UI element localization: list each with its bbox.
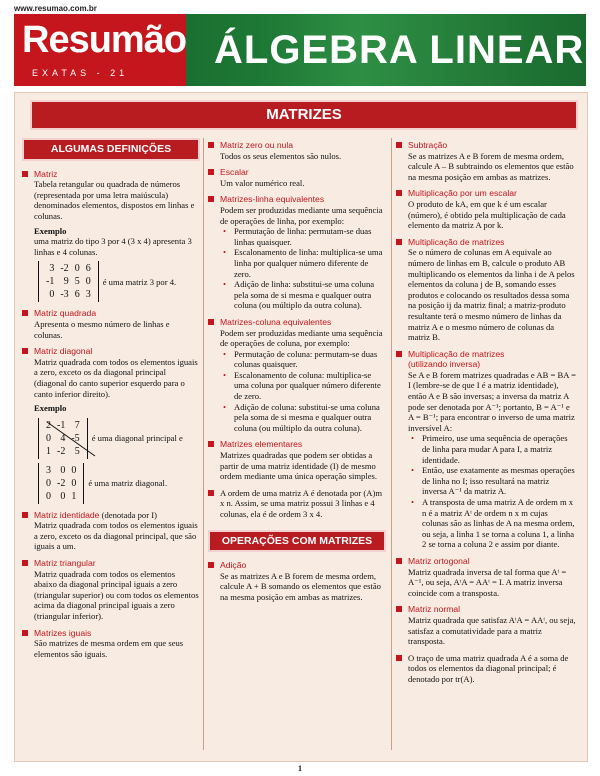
matrix-cell: 6 — [85, 263, 91, 275]
matrix-cell: 5 — [74, 276, 80, 288]
def-title-note: (utilizando inversa) — [408, 359, 481, 370]
def-title: Escalar — [220, 167, 249, 178]
matrix-cell: -3 — [60, 289, 69, 301]
def-title: Matriz quadrada — [34, 308, 97, 319]
def-text: Apresenta o mesmo número de linhas e colunas. — [34, 318, 170, 340]
list-item: • Adição de coluna: substitui-se uma coluna pela soma de si mesma e qualquer outra coluna (ou múltiplo da outra coluna). — [230, 402, 386, 434]
column-3 — [396, 140, 576, 691]
column-2 — [208, 140, 386, 609]
list-item: • Escalonamento de coluna: multiplica-se uma coluna por qualquer número diferente de zero. — [230, 370, 386, 402]
matrix-example — [38, 261, 200, 302]
def-escalar — [208, 167, 386, 188]
list-item: • Primeiro, use uma sequência de operações de linha para mudar A para I, a matriz identidade. — [418, 433, 576, 465]
op-mult-inversa — [396, 349, 576, 550]
page-title: ÁLGEBRA LINEAR — [214, 28, 585, 72]
def-text: Matriz quadrada que satisfaz AᵗA = AAᵗ, ou seja, satisfaz a comutatividade para a matriz transposta. — [408, 614, 576, 647]
def-title: Matrizes-linha equivalentes — [220, 194, 325, 205]
matrix-example — [38, 463, 200, 504]
matrix-cell: 6 — [74, 289, 80, 301]
def-title: Matriz zero ou nula — [220, 140, 294, 150]
def-text: O produto de kA, em que k é um escalar (número), é obtido pela multiplicação de cada elemento da matriz A por k. — [408, 198, 566, 231]
def-text: Matriz quadrada inversa de tal forma que Aᵗ = A⁻¹, ou seja, AᵗA = AAᵗ = I. A matriz inversa coincide com a transposta. — [408, 566, 567, 598]
def-matriz-identidade — [22, 510, 200, 552]
column-divider — [391, 138, 392, 750]
def-text: A ordem de uma matriz A é denotada por (A)m x n. Assim, se uma matriz possui 3 linhas e 4 colunas, ela é de ordem 3 x 4. — [220, 487, 383, 519]
def-text: Se o número de colunas em A equivale ao número de linhas em B, calcule o produto AB multiplicando os elementos da linha i de A pelos elementos da coluna j de B, somando esses produtos e colocando os resultados dessa soma na posição ij da matriz final; a matriz-produto resultante terá o mesmo número de linhas da matriz A e o mesmo número de colunas da matriz B. — [408, 247, 575, 343]
matrix-cell: 1 — [71, 490, 77, 502]
page-number: 1 — [298, 764, 302, 773]
matrix-cell: 4 — [60, 432, 66, 444]
def-matrizes-coluna — [208, 317, 386, 434]
operations-header: OPERAÇÕES COM MATRIZES — [208, 530, 386, 553]
matrix — [38, 261, 99, 302]
page-header — [14, 14, 586, 86]
matrix-cell: -1 — [57, 419, 66, 431]
brand-logo — [14, 14, 186, 86]
def-matriz-normal — [396, 604, 576, 646]
def-text: O traço de uma matriz quadrada A é a soma de todos os elementos da diagonal principal; é denotado por tr(A). — [408, 652, 569, 684]
def-traco — [396, 653, 576, 685]
example-text: uma matriz do tipo 3 por 4 (3 x 4) apresenta 3 linhas e 4 colunas. — [34, 236, 192, 257]
matrix-cell: 0 — [60, 490, 66, 502]
def-text: Se A e B forem matrizes quadradas e AB = BA = I (lembre-se de que I é a matriz identidade), então A e B são inversas; a inversa da matriz A pode ser denotada por A⁻¹; portanto, B = A⁻¹ e A = B⁻¹; para encontrar o inverso de uma matriz inversível A: — [408, 369, 576, 433]
matrix-note: é uma matriz 3 por 4. — [102, 276, 177, 287]
diagonal-stroke — [45, 420, 97, 458]
matrix-cell: -2 — [57, 445, 66, 457]
matrix-cell: 0 — [71, 477, 77, 489]
list-item: • A transposta de uma matriz A de ordem m x n é a matriz Aᵗ de ordem n x m cujas colunas são as linhas de A na mesma ordem, ou seja, a linha 1 se torna a coluna 1, a linha 2 se torna a coluna 2 e assim por diante. — [418, 497, 576, 550]
def-matriz-triangular — [22, 558, 200, 622]
def-text: Um valor numérico real. — [220, 177, 305, 188]
def-text: Tabela retangular ou quadrada de números (representada por uma letra maiúscula) denominados elementos, dispostos em linhas e colunas. — [34, 179, 195, 221]
def-text: Podem ser produzidas mediante uma sequência de operações de coluna, por exemplo: — [220, 327, 383, 349]
matrix-cell: 9 — [63, 276, 69, 288]
matrix-cell: 0 — [60, 464, 66, 476]
def-matriz-quadrada — [22, 308, 200, 340]
def-title: Matriz — [34, 168, 58, 179]
def-title: Matrizes elementares — [220, 439, 303, 450]
matrix — [38, 463, 84, 504]
def-matriz-diagonal — [22, 346, 200, 504]
matrix-cell: 0 — [71, 464, 77, 476]
def-text: Se as matrizes A e B forem de mesma ordem, calcule A + B somando os elementos que estão na mesma posição em ambas as matrizes. — [220, 570, 381, 602]
op-adicao — [208, 560, 386, 602]
def-ordem — [208, 488, 386, 520]
matrix-cell: -1 — [46, 276, 55, 288]
column-divider — [203, 138, 204, 750]
def-text: Matriz quadrada com todos os elementos iguais a zero, exceto os da diagonal principal (diagonal do canto superior esquerdo para o canto inferior direito). — [34, 356, 198, 399]
matrix-cell: 2 — [46, 419, 51, 431]
column-1 — [22, 138, 200, 665]
matrix-note: é uma matriz diagonal. — [88, 477, 168, 488]
def-title: Matriz identidade — [34, 509, 100, 520]
list-item: • Escalonamento de linha: multiplica-se uma linha por qualquer número diferente de zero. — [230, 247, 386, 279]
def-text: Todos os seus elementos são nulos. — [220, 150, 342, 161]
op-subtracao — [396, 140, 576, 182]
definitions-header: ALGUMAS DEFINIÇÕES — [22, 138, 200, 161]
section-banner — [30, 100, 578, 130]
matrix-note: é uma diagonal principal e — [91, 432, 183, 443]
matrix — [38, 418, 88, 459]
matrix-cell: 0 — [85, 276, 91, 288]
def-text: Matriz quadrada com todos os elementos abaixo da diagonal principal iguais a zero (triangular superior) ou com todos os elementos acima da diagonal principal iguais a zero (triangular inferior). — [34, 568, 199, 622]
matrix-cell: -2 — [57, 477, 66, 489]
def-matrizes-elementares — [208, 439, 386, 481]
matrix-cell: -2 — [60, 263, 69, 275]
def-matrizes-linha — [208, 194, 386, 311]
list-item: • Permutação de linha: permutam-se duas linhas quaisquer. — [230, 226, 386, 247]
def-text: Matrizes quadradas que podem ser obtidas a partir de uma matriz identidade (I) de mesmo ordem mediante uma única operação simples. — [220, 450, 378, 482]
matrix-cell: 3 — [46, 464, 51, 476]
matrix-cell: -5 — [71, 432, 80, 444]
def-matrizes-iguais — [22, 628, 200, 660]
def-text: São matrizes de mesma ordem em que seus elementos são iguais. — [34, 638, 184, 659]
def-text: Se as matrizes A e B forem de mesma ordem, calcule A – B subtraindo os elementos que estão na mesma posição em ambas as matrizes. — [408, 150, 574, 182]
op-mult-matrizes — [396, 237, 576, 343]
logo-subtitle: EXATAS - 21 — [32, 68, 129, 78]
example-label: Exemplo — [34, 225, 67, 236]
def-title: Matrizes-coluna equivalentes — [220, 316, 332, 327]
def-matriz — [22, 169, 200, 303]
logo-word: Resumão — [22, 19, 187, 61]
def-title: Matriz normal — [408, 604, 461, 615]
site-url: www.resumao.com.br — [14, 4, 97, 13]
def-text: Podem ser produzidas mediante uma sequência de operações de linha, por exemplo: — [220, 204, 383, 226]
def-title: Matrizes iguais — [34, 627, 92, 638]
list-item: • Então, use exatamente as mesmas operações de linha no I; isso resultará na matriz inversa A⁻¹ da matriz A. — [418, 465, 576, 497]
matrix-cell: 1 — [46, 445, 51, 457]
def-title: Matriz diagonal — [34, 346, 93, 357]
matrix-cell: 0 — [46, 490, 51, 502]
def-text: Matriz quadrada com todos os elementos iguais a zero, exceto os da diagonal principal, que são iguais a um. — [34, 520, 198, 552]
def-matriz-ortogonal — [396, 556, 576, 598]
matrix-cell: 0 — [49, 289, 55, 301]
example-label: Exemplo — [34, 403, 67, 414]
matrix-cell: 0 — [46, 432, 51, 444]
op-mult-escalar — [396, 188, 576, 230]
def-matriz-zero — [208, 140, 386, 161]
section-title: MATRIZES — [266, 106, 342, 123]
matrix-example — [38, 418, 200, 459]
def-title: Multiplicação de matrizes — [408, 348, 505, 359]
matrix-cell: 7 — [74, 419, 80, 431]
def-title: Matriz ortogonal — [408, 555, 470, 566]
matrix-cell: 0 — [46, 477, 51, 489]
list-item: • Adição de linha: substitui-se uma coluna pela soma de si mesma e qualquer outra coluna (ou múltiplo da outra coluna). — [230, 279, 386, 311]
matrix-cell: 3 — [49, 263, 55, 275]
matrix-cell: 5 — [74, 445, 80, 457]
list-item: • Permutação de coluna: permutam-se duas colunas quaisquer. — [230, 349, 386, 370]
matrix-cell: 3 — [85, 289, 91, 301]
def-title: Subtração — [408, 140, 448, 150]
def-title: Multiplicação por um escalar — [408, 188, 517, 199]
def-title: Multiplicação de matrizes — [408, 236, 505, 247]
def-title: Matriz triangular — [34, 558, 96, 569]
def-title-note: (denotada por I) — [101, 509, 157, 520]
matrix-cell: 0 — [74, 263, 80, 275]
def-title: Adição — [220, 560, 247, 571]
